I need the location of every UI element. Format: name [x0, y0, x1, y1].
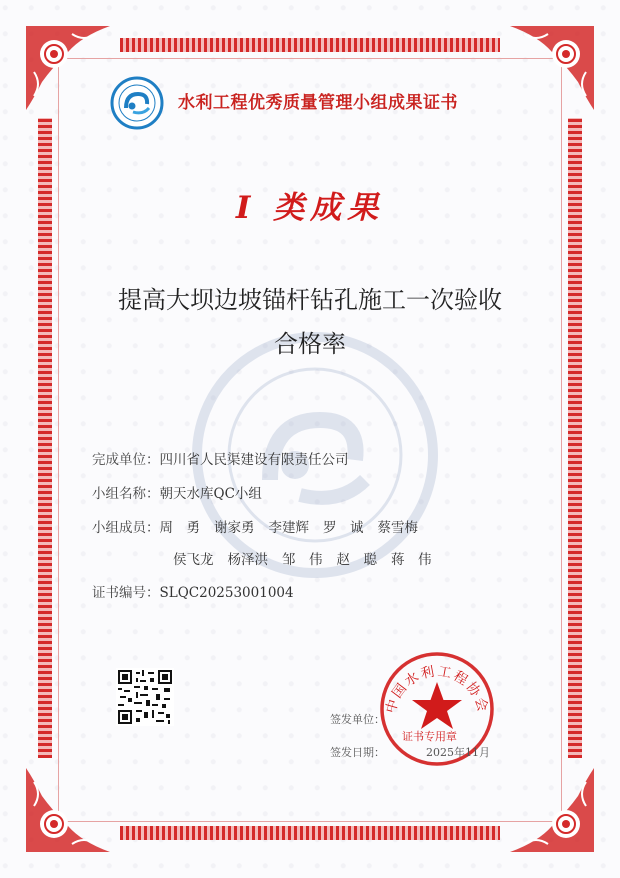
members-label: 小组成员：	[92, 520, 160, 536]
unit-row	[92, 448, 349, 468]
project-title-line2: 合格率	[274, 330, 346, 358]
award-grade: I 类成果	[235, 190, 385, 226]
member-name: 邹 伟	[282, 552, 323, 568]
member-name: 罗 诚	[323, 520, 364, 536]
member-name: 赵 聪	[336, 552, 377, 568]
cert-no-label: 证书编号：	[92, 585, 160, 601]
issue-date-label: 签发日期：	[330, 746, 385, 759]
member-name: 李建辉	[268, 520, 309, 536]
corner-ornament-icon	[22, 764, 114, 856]
group-row	[92, 482, 262, 502]
issuer-label: 签发单位：	[330, 713, 385, 726]
cert-no-row	[92, 581, 294, 601]
member-name: 蒋 伟	[391, 552, 432, 568]
group-value: 朝天水库QC小组	[159, 486, 262, 502]
seal-top-text: 中国水利工程协会	[382, 663, 492, 716]
corner-ornament-icon	[22, 22, 114, 114]
project-title-line1: 提高大坝边坡锚杆钻孔施工一次验收	[118, 286, 502, 314]
members-row-2	[173, 548, 446, 568]
issue-date-value: 2025年11月	[426, 746, 490, 759]
group-label: 小组名称：	[92, 486, 160, 502]
member-name: 蔡雪梅	[377, 520, 418, 536]
member-name: 谢家勇	[214, 520, 255, 536]
corner-ornament-icon	[506, 764, 598, 856]
border-top	[120, 38, 500, 52]
members-row	[92, 516, 432, 536]
member-name: 杨泽洪	[227, 552, 268, 568]
unit-label: 完成单位：	[92, 452, 160, 468]
project-title	[60, 278, 560, 366]
certificate-header-title: 水利工程优秀质量管理小组成果证书	[178, 93, 458, 113]
border-bottom	[120, 826, 500, 840]
corner-ornament-icon	[506, 22, 598, 114]
member-name: 侯飞龙	[173, 552, 214, 568]
seal-bottom-text: 证书专用章	[402, 730, 457, 743]
association-logo-icon	[110, 76, 164, 130]
unit-value: 四川省人民渠建设有限责任公司	[159, 452, 349, 468]
cert-no-value: SLQC20253001004	[159, 585, 294, 601]
qr-code-icon[interactable]	[116, 668, 174, 726]
member-name: 周 勇	[159, 520, 200, 536]
